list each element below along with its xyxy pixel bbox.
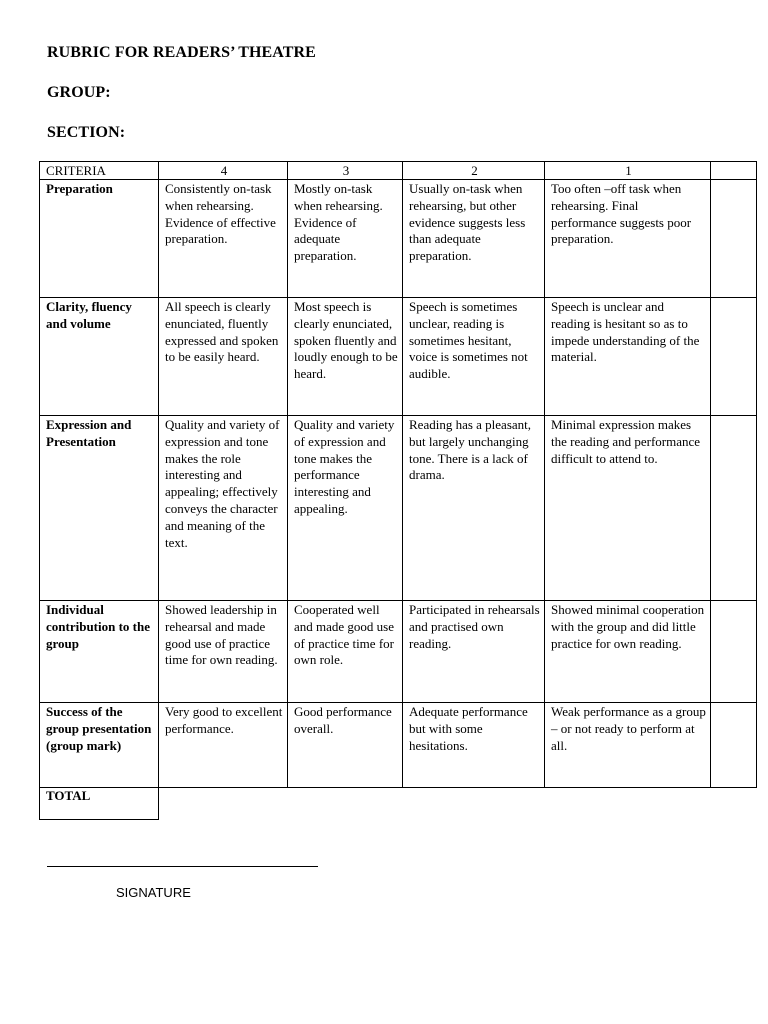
score-1-cell: Showed minimal cooperation with the group and did little practice for own reading. bbox=[545, 601, 711, 703]
table-row bbox=[40, 416, 757, 601]
table-row bbox=[40, 180, 757, 298]
mark-cell bbox=[711, 703, 757, 788]
score-3-cell: Quality and variety of expression and tone makes the performance interesting and appealing. bbox=[288, 416, 403, 601]
score-3-cell: Good performance overall. bbox=[288, 703, 403, 788]
score-4-cell: Quality and variety of expression and tone makes the role interesting and appealing; effectively conveys the character and meaning of the text. bbox=[159, 416, 288, 601]
header-score-1: 1 bbox=[545, 162, 711, 180]
score-1-cell: Minimal expression makes the reading and performance difficult to attend to. bbox=[545, 416, 711, 601]
score-1-cell: Too often –off task when rehearsing. Final performance suggests poor preparation. bbox=[545, 180, 711, 298]
total-row bbox=[40, 788, 757, 820]
score-4-cell: All speech is clearly enunciated, fluently expressed and spoken to be easily heard. bbox=[159, 298, 288, 416]
score-2-cell: Usually on-task when rehearsing, but other evidence suggests less than adequate preparation. bbox=[403, 180, 545, 298]
mark-cell bbox=[711, 180, 757, 298]
criterion-cell: Expression and Presentation bbox=[40, 416, 159, 601]
rubric-table bbox=[39, 161, 757, 820]
header-score-3: 3 bbox=[288, 162, 403, 180]
score-4-cell: Consistently on-task when rehearsing. Evidence of effective preparation. bbox=[159, 180, 288, 298]
score-3-cell: Most speech is clearly enunciated, spoken fluently and loudly enough to be heard. bbox=[288, 298, 403, 416]
criterion-cell: Success of the group presentation (group mark) bbox=[40, 703, 159, 788]
total-label: TOTAL bbox=[40, 788, 159, 820]
header-score-4: 4 bbox=[159, 162, 288, 180]
score-1-cell: Speech is unclear and reading is hesitant so as to impede understanding of the material. bbox=[545, 298, 711, 416]
header-criteria: CRITERIA bbox=[40, 162, 159, 180]
score-3-cell: Cooperated well and made good use of practice time for own role. bbox=[288, 601, 403, 703]
header-mark bbox=[711, 162, 757, 180]
table-row bbox=[40, 298, 757, 416]
mark-cell bbox=[711, 298, 757, 416]
table-header-row bbox=[40, 162, 757, 180]
signature-label: SIGNATURE bbox=[116, 885, 191, 900]
score-1-cell: Weak performance as a group – or not ready to perform at all. bbox=[545, 703, 711, 788]
criterion-cell: Clarity, fluency and volume bbox=[40, 298, 159, 416]
table-row bbox=[40, 703, 757, 788]
criterion-cell: Preparation bbox=[40, 180, 159, 298]
score-2-cell: Adequate performance but with some hesitations. bbox=[403, 703, 545, 788]
table-row bbox=[40, 601, 757, 703]
score-2-cell: Reading has a pleasant, but largely unchanging tone. There is a lack of drama. bbox=[403, 416, 545, 601]
signature-line bbox=[47, 866, 318, 867]
score-2-cell: Participated in rehearsals and practised own reading. bbox=[403, 601, 545, 703]
document-title: RUBRIC FOR READERS’ THEATRE bbox=[47, 44, 316, 61]
score-4-cell: Showed leadership in rehearsal and made good use of practice time for own reading. bbox=[159, 601, 288, 703]
score-2-cell: Speech is sometimes unclear, reading is sometimes hesitant, voice is sometimes not audible. bbox=[403, 298, 545, 416]
group-label: GROUP: bbox=[47, 84, 111, 101]
criterion-cell: Individual contribution to the group bbox=[40, 601, 159, 703]
score-4-cell: Very good to excellent performance. bbox=[159, 703, 288, 788]
header-score-2: 2 bbox=[403, 162, 545, 180]
score-3-cell: Mostly on-task when rehearsing. Evidence of adequate preparation. bbox=[288, 180, 403, 298]
mark-cell bbox=[711, 601, 757, 703]
section-label: SECTION: bbox=[47, 124, 126, 141]
mark-cell bbox=[711, 416, 757, 601]
